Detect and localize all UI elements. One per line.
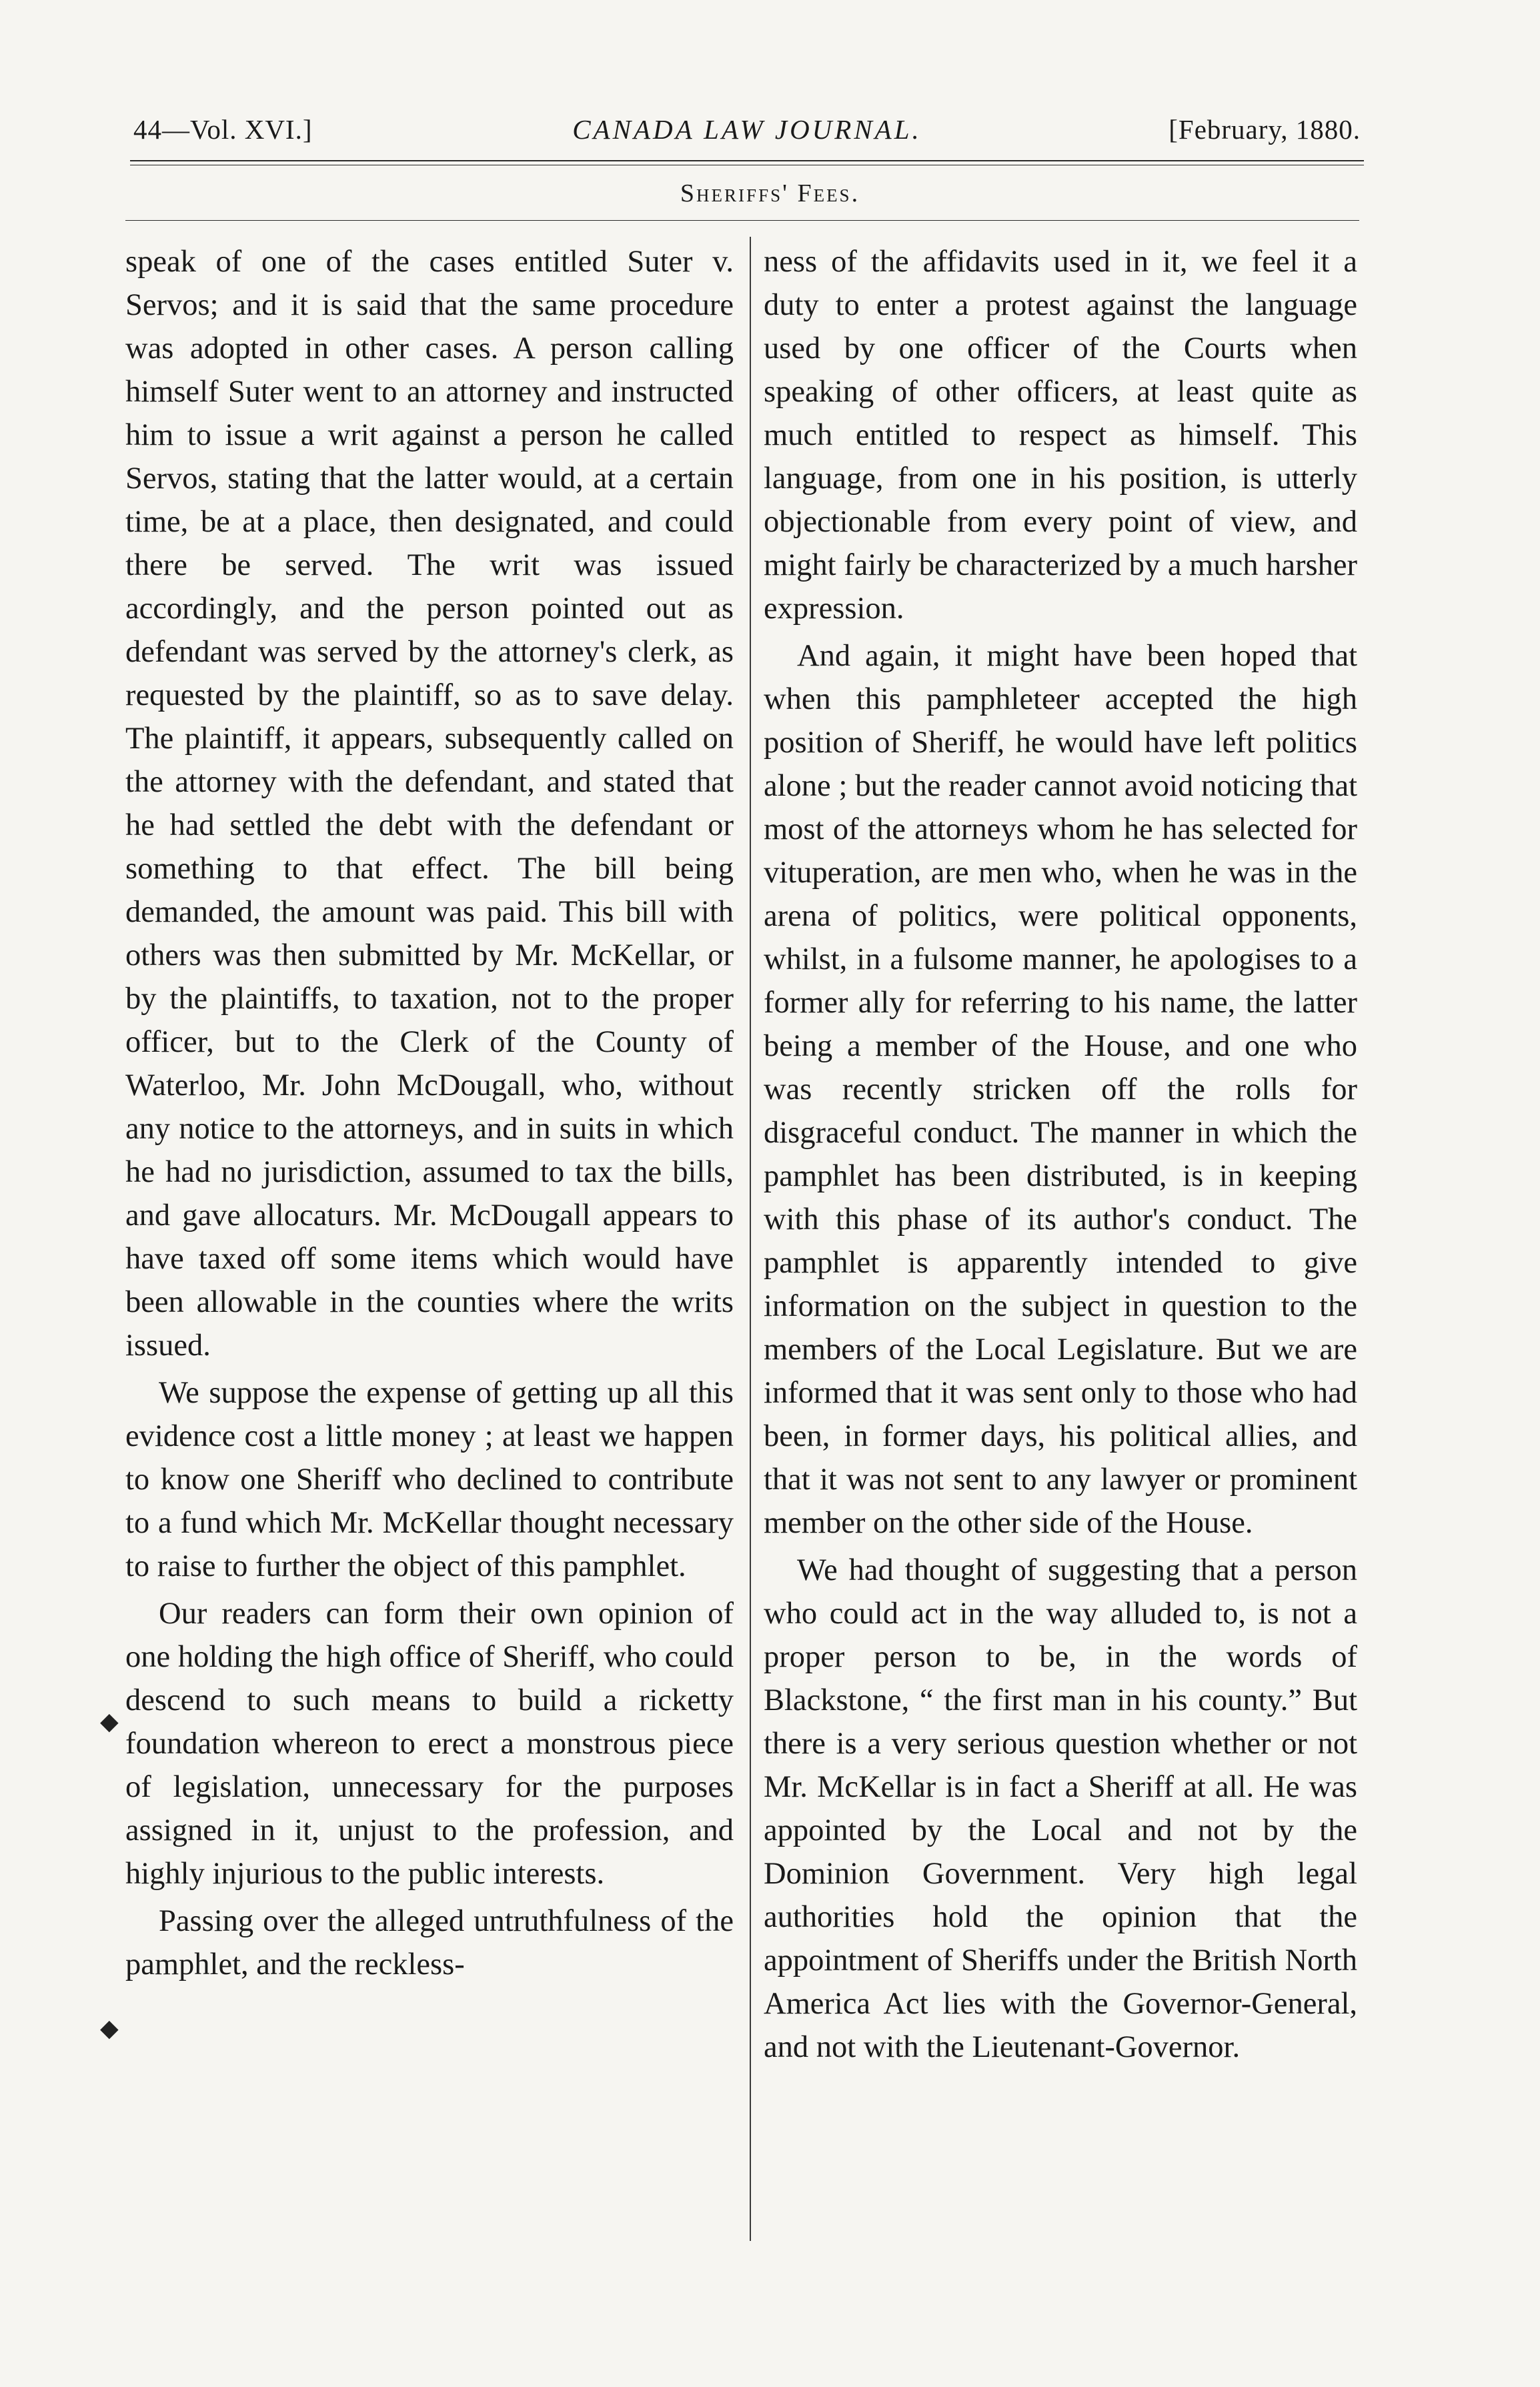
left-column: [125, 240, 734, 1986]
column-divider: [750, 237, 751, 2241]
right-column: [764, 240, 1357, 2069]
section-title: Sheriffs' Fees.: [680, 179, 860, 207]
left-paragraph-4: Passing over the alleged untruthfulness of the pamphlet, and the reckless-: [125, 1904, 734, 1981]
running-head: [133, 113, 1361, 153]
journal-title: CANADA LAW JOURNAL.: [572, 114, 922, 145]
margin-mark-icon: ◆: [100, 2015, 119, 2042]
right-paragraph-1: ness of the affidavits used in it, we feel it a duty to enter a protest against the language used by one officer of the Courts when speaking of other officers, at least quite as much entitled to respect as himself. This language, from one in his position, is utterly objectionable from every point of view, and might fairly be characterized by a much harsher expression.: [764, 245, 1357, 626]
section-rule: [125, 220, 1359, 221]
left-paragraph-2: We suppose the expense of getting up all this evidence cost a little money ; at least we happen to know one Sheriff who declined to contribute to a fund which Mr. McKellar thought necessary to raise to further the object of this pamphlet.: [125, 1376, 734, 1583]
right-paragraph-3: We had thought of suggesting that a person who could act in the way alluded to, is not a proper person to be, in the words of Blackstone, “ the first man in his county.” But there is a very serious question whether or not Mr. McKellar is in fact a Sheriff at all. He was appointed by the Local and not by the Dominion Government. Very high legal authorities hold the opinion that the appointment of Sheriffs under the British North America Act lies with the Governor-General, and not with the Lieutenant-Governor.: [764, 1553, 1357, 2064]
page-volume-label: 44—Vol. XVI.]: [133, 114, 313, 145]
left-paragraph-1: speak of one of the cases entitled Suter v. Servos; and it is said that the same procedure was adopted in other cases. A person calling himself Suter went to an attorney and instructed him to issue a writ against a person he called Servos, stating that the latter would, at a certain time, be at a place, then designated, and could there be served. The writ was issued accordingly, and the person pointed out as defendant was served by the attorney's clerk, as requested by the plaintiff, so as to save delay. The plaintiff, it appears, subsequently called on the attorney with the defendant, and stated that he had settled the debt with the defendant or something to that effect. The bill being demanded, the amount was paid. This bill with others was then submitted by Mr. McKellar, or by the plaintiffs, to taxation, not to the proper officer, but to the Clerk of the County of Waterloo, Mr. John McDougall, who, without any notice to the attorneys, and in suits in which he had no jurisdiction, assumed to tax the bills, and gave allocaturs. Mr. McDougall appears to have taxed off some items which would have been allowable in the counties where the writs issued.: [125, 245, 734, 1363]
header-rule-top: [130, 160, 1364, 161]
issue-date: [February, 1880.: [1169, 114, 1361, 145]
left-paragraph-3: Our readers can form their own opinion of one holding the high office of Sheriff, who could descend to such means to build a ricketty foundation whereon to erect a monstrous piece of legislation, unnecessary for the purposes assigned in it, unjust to the profession, and highly injurious to the public interests.: [125, 1597, 734, 1891]
right-paragraph-2: And again, it might have been hoped that when this pamphleteer accepted the high position of Sheriff, he would have left politics alone ; but the reader cannot avoid noticing that most of the attorneys whom he has selected for vituperation, are men who, when he was in the arena of politics, were political opponents, whilst, in a fulsome manner, he apologises to a former ally for referring to his name, the latter being a member of the House, and one who was recently stricken off the rolls for disgraceful conduct. The manner in which the pamphlet has been distributed, is in keeping with this phase of its author's conduct. The pamphlet is apparently intended to give information on the subject in question to the members of the Local Legislature. But we are informed that it was sent only to those who had been, in former days, his political allies, and that it was not sent to any lawyer or prominent member on the other side of the House.: [764, 639, 1357, 1540]
margin-mark-icon: ◆: [100, 1708, 119, 1735]
